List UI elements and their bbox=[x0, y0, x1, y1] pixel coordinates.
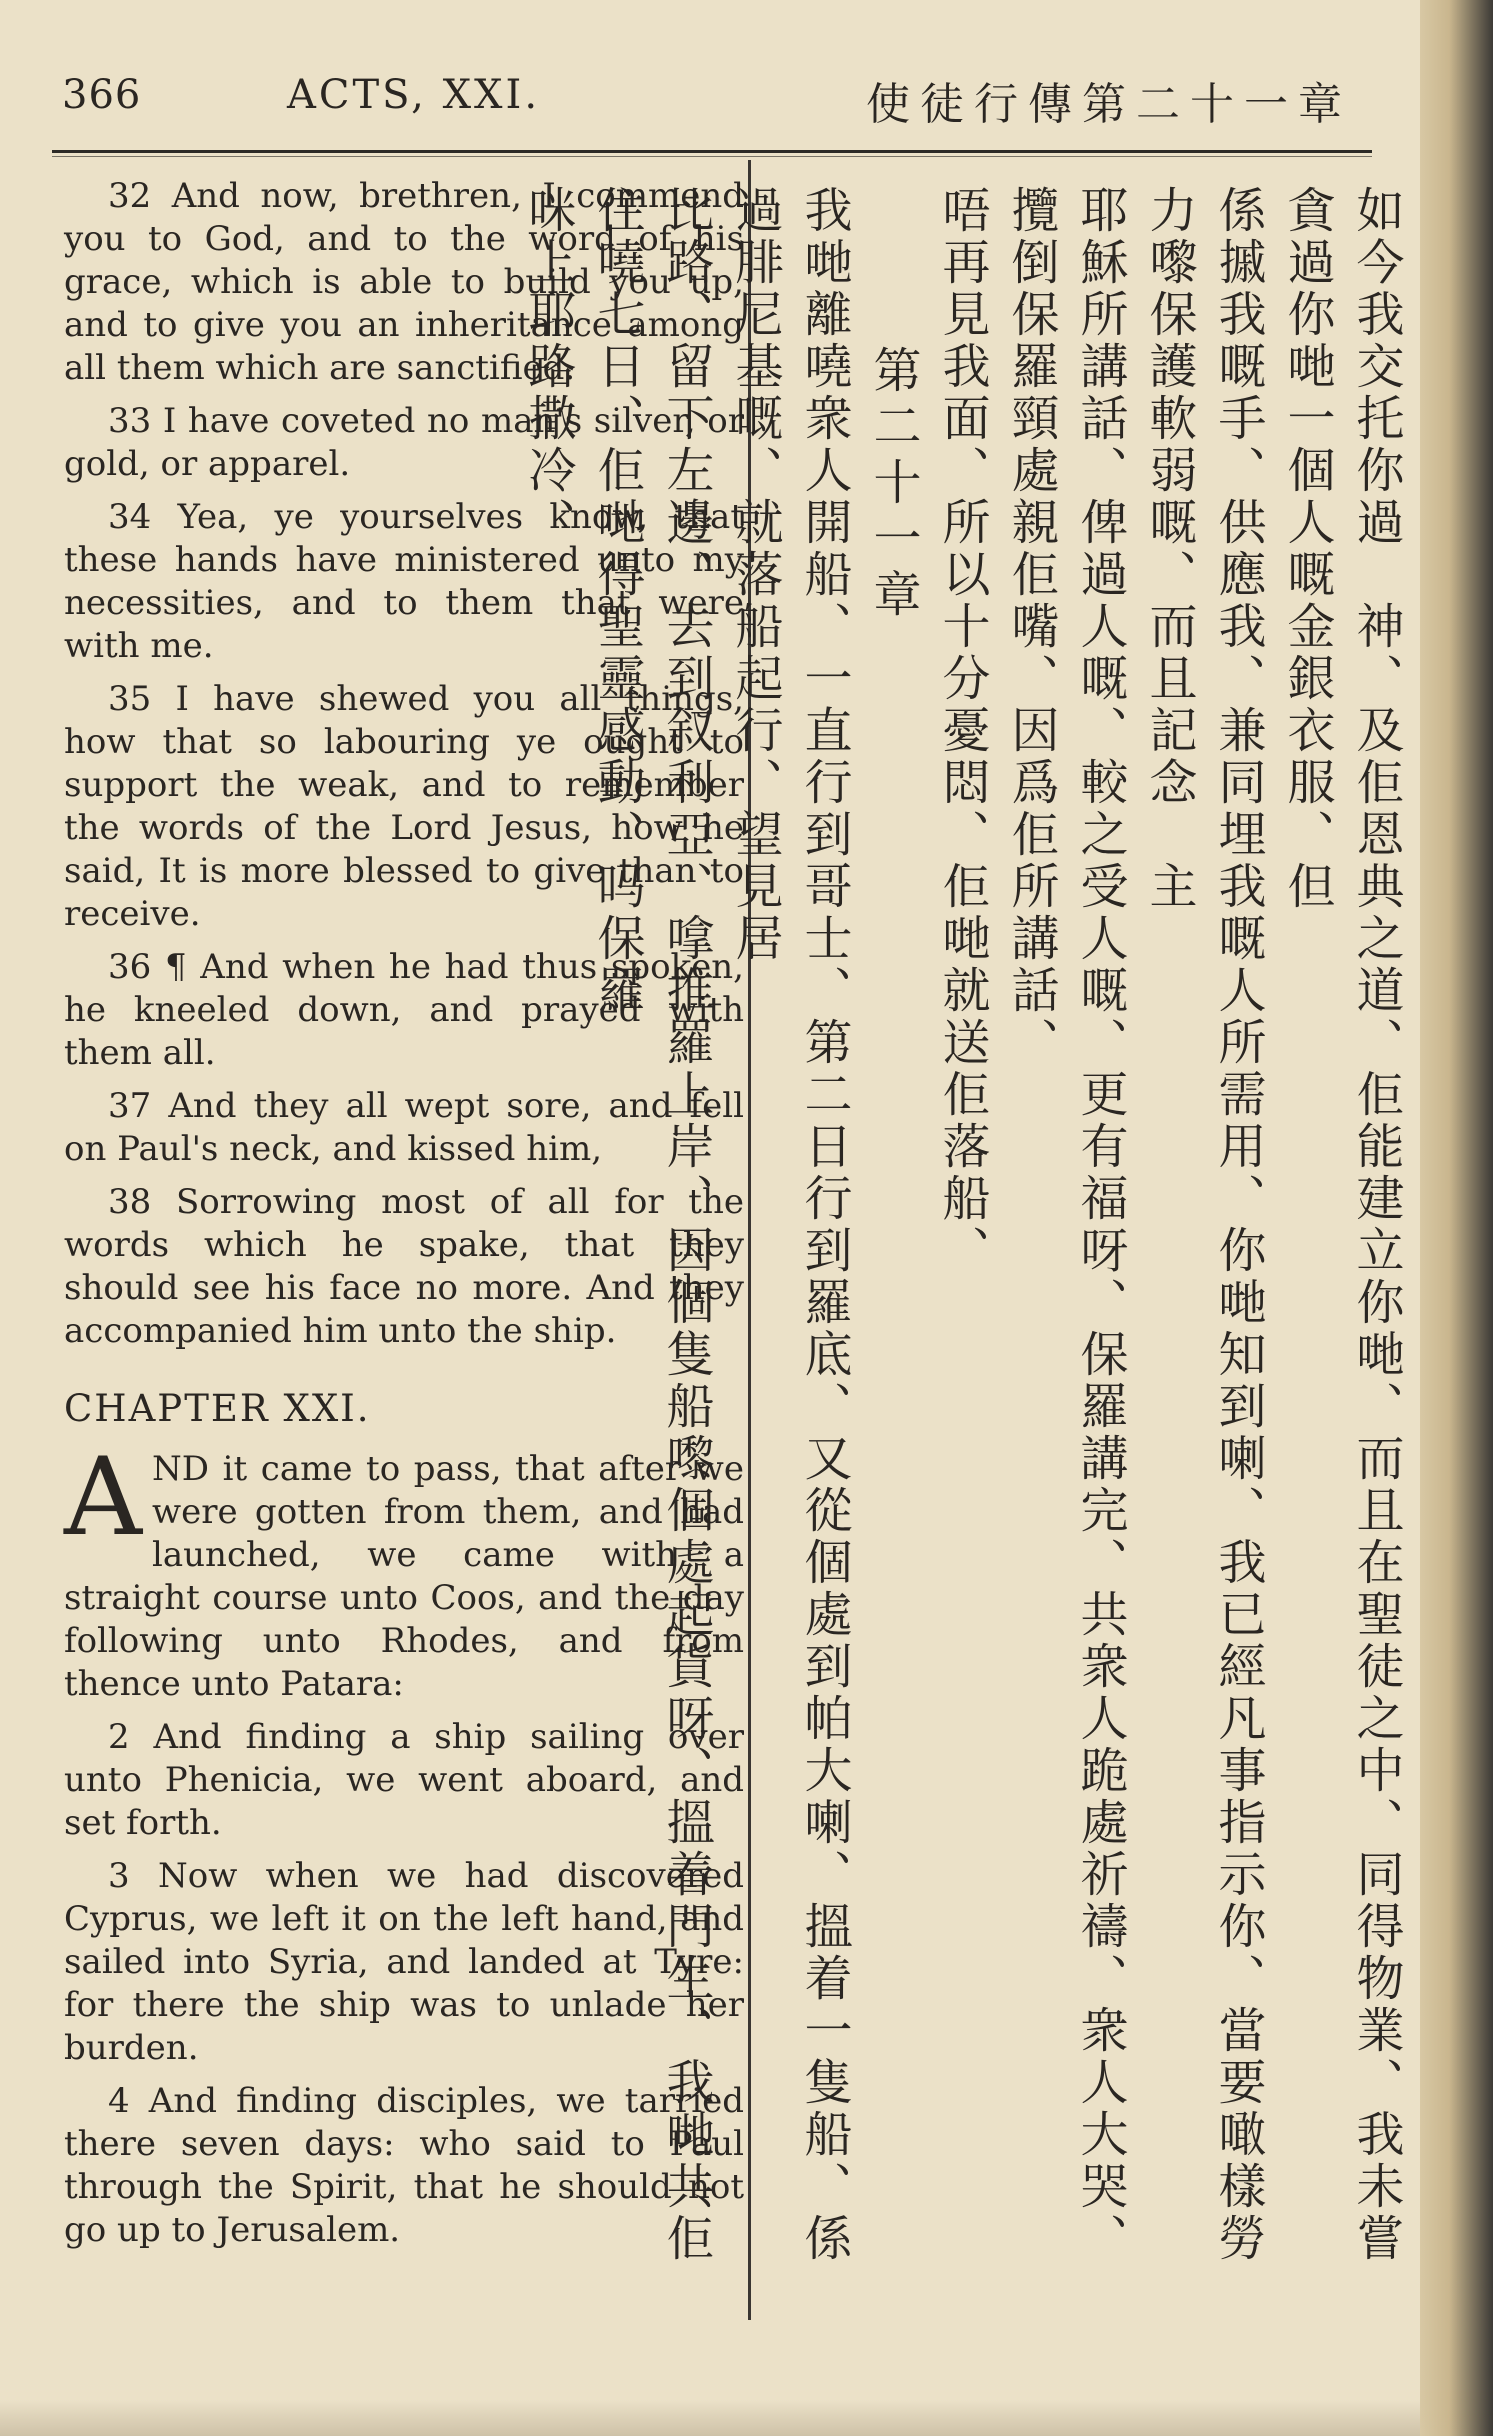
chinese-text-column: 係摵我嘅手、供應我、兼同埋我嘅人所需用、你哋知到喇、我已經凡事指示你、當要噉樣勞力嚟保護軟弱嘅、而且記念 主 bbox=[1141, 185, 1266, 2265]
chinese-text-column: 比路、留下左邊、去到叙利亞、嗱推羅上岸、因個隻船嚟個處起貨呀、搵着門生、我哋共佢住嘵七日、佢哋得聖靈感動、吗保羅 bbox=[589, 185, 714, 2265]
verse-32: 32 And now, brethren, I commend you to God, and to the word of his grace, which is able to build you up, and to give you an inheritance among all them which are sanctified. bbox=[64, 176, 744, 388]
verse-4: 4 And finding disciples, we tarried there seven days: who said to Paul through the Spirit, that he should not go up to Jerusalem. bbox=[64, 2081, 744, 2250]
page-header bbox=[62, 72, 1352, 132]
verse-34: 34 Yea, ye yourselves know, that these hands have ministered unto my necessities, and to them that were with me. bbox=[64, 497, 744, 666]
page-number: 366 bbox=[62, 72, 142, 118]
drop-cap: A bbox=[64, 1435, 142, 1560]
verse-37: 37 And they all wept sore, and fell on Paul's neck, and kissed him, bbox=[64, 1086, 744, 1169]
verse-1-text: ND it came to pass, that after we were gotten from them, and had launched, we came with a straight course unto Coos, and the day following unto Rhodes, and from thence unto Patara: bbox=[64, 1449, 744, 1704]
verse-38: 38 Sorrowing most of all for the words which he spake, that they should see his face no more. And they accompanied him unto the ship. bbox=[64, 1182, 744, 1351]
page-edge bbox=[1420, 0, 1493, 2436]
chinese-text-column: 如今我交托你過 神、及佢恩典之道、佢能建立你哋、而且在聖徒之中、同得物業、我未嘗貪過你哋一個人嘅金銀衣服、但 bbox=[1279, 185, 1404, 2265]
chinese-text-column: 唔再見我面、所以十分憂悶、佢哋就送佢落船、 bbox=[934, 185, 990, 1277]
chinese-title: 使徒行傳第二十一章 bbox=[866, 79, 1352, 130]
chinese-chapter-heading: 第二十一章 bbox=[865, 345, 921, 625]
page-bottom-shadow bbox=[0, 2400, 1420, 2436]
chinese-text-column: 耶穌所講話、俾過人嘅、較之受人嘅、更有福呀、保羅講完、共衆人跪處祈禱、衆人大哭、攬倒保羅頸處親佢嘴、因爲佢所講話、 bbox=[1003, 185, 1128, 2265]
chinese-column bbox=[520, 185, 1410, 2295]
verse-3: 3 Now when we had discovered Cyprus, we left it on the left hand, and sailed into Syria, and landed at Tyre: for there the ship was to unlade her burden. bbox=[64, 1856, 744, 2068]
verse-2: 2 And finding a ship sailing over unto Phenicia, we went aboard, and set forth. bbox=[64, 1717, 744, 1843]
verse-33: 33 I have coveted no man's silver, or gold, or apparel. bbox=[64, 401, 744, 484]
chinese-text-column: 咪上耶路撒冷、 bbox=[520, 185, 576, 549]
chapter-heading: CHAPTER XXI. bbox=[64, 1387, 371, 1430]
header-rule-thin bbox=[52, 156, 1372, 157]
header-rule bbox=[52, 150, 1372, 153]
verse-35: 35 I have shewed you all things, how that so labouring ye ought to support the weak, and to remember the words of the Lord Jesus, how he said, It is more blessed to give than to receive. bbox=[64, 679, 744, 934]
book-title: ACTS, XXI. bbox=[287, 72, 541, 118]
verse-36: 36 ¶ And when he had thus spoken, he kneeled down, and prayed with them all. bbox=[64, 947, 744, 1073]
chinese-text-column: 我哋離嘵衆人開船、一直行到哥士、第二日行到羅底、又從個處到帕大喇、搵着一隻船、係過腓尼基嘅、就落船起行、望見居 bbox=[727, 185, 852, 2265]
